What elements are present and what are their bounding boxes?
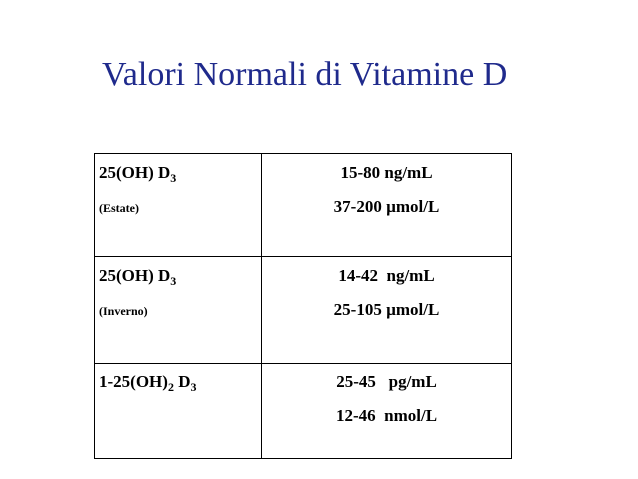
table-row [95, 364, 512, 459]
value-secondary: 25-105 µmol/L [333, 300, 440, 319]
value-primary: 25-45 pg/mL [336, 372, 437, 391]
values-cell [262, 364, 512, 459]
season-label: (Estate) [99, 201, 139, 215]
values-cell [262, 154, 512, 257]
value-secondary: 37-200 µmol/L [333, 197, 440, 216]
compound-name-main: 1-25(OH) [99, 372, 168, 391]
compound-cell [95, 257, 262, 364]
value-primary: 14-42 ng/mL [338, 266, 435, 285]
values-cell [262, 257, 512, 364]
compound-name [99, 266, 261, 289]
compound-name-main: 25(OH) D [99, 266, 171, 285]
compound-subscript: 3 [170, 274, 177, 288]
compound-subscript: 2 [167, 380, 174, 394]
season-label: (Inverno) [99, 304, 148, 318]
compound-name-mid: D [173, 372, 191, 391]
compound-cell [95, 364, 262, 459]
slide-title: Valori Normali di Vitamine D [102, 56, 508, 93]
compound-name [99, 372, 261, 395]
table-row [95, 257, 512, 364]
compound-cell [95, 154, 262, 257]
value-primary: 15-80 ng/mL [340, 163, 433, 182]
vitamin-d-table [94, 153, 512, 459]
table-row [95, 154, 512, 257]
value-secondary: 12-46 nmol/L [335, 406, 438, 425]
compound-name-main: 25(OH) D [99, 163, 171, 182]
compound-subscript: 3 [170, 171, 177, 185]
compound-subscript: 3 [190, 380, 197, 394]
compound-name [99, 163, 261, 186]
